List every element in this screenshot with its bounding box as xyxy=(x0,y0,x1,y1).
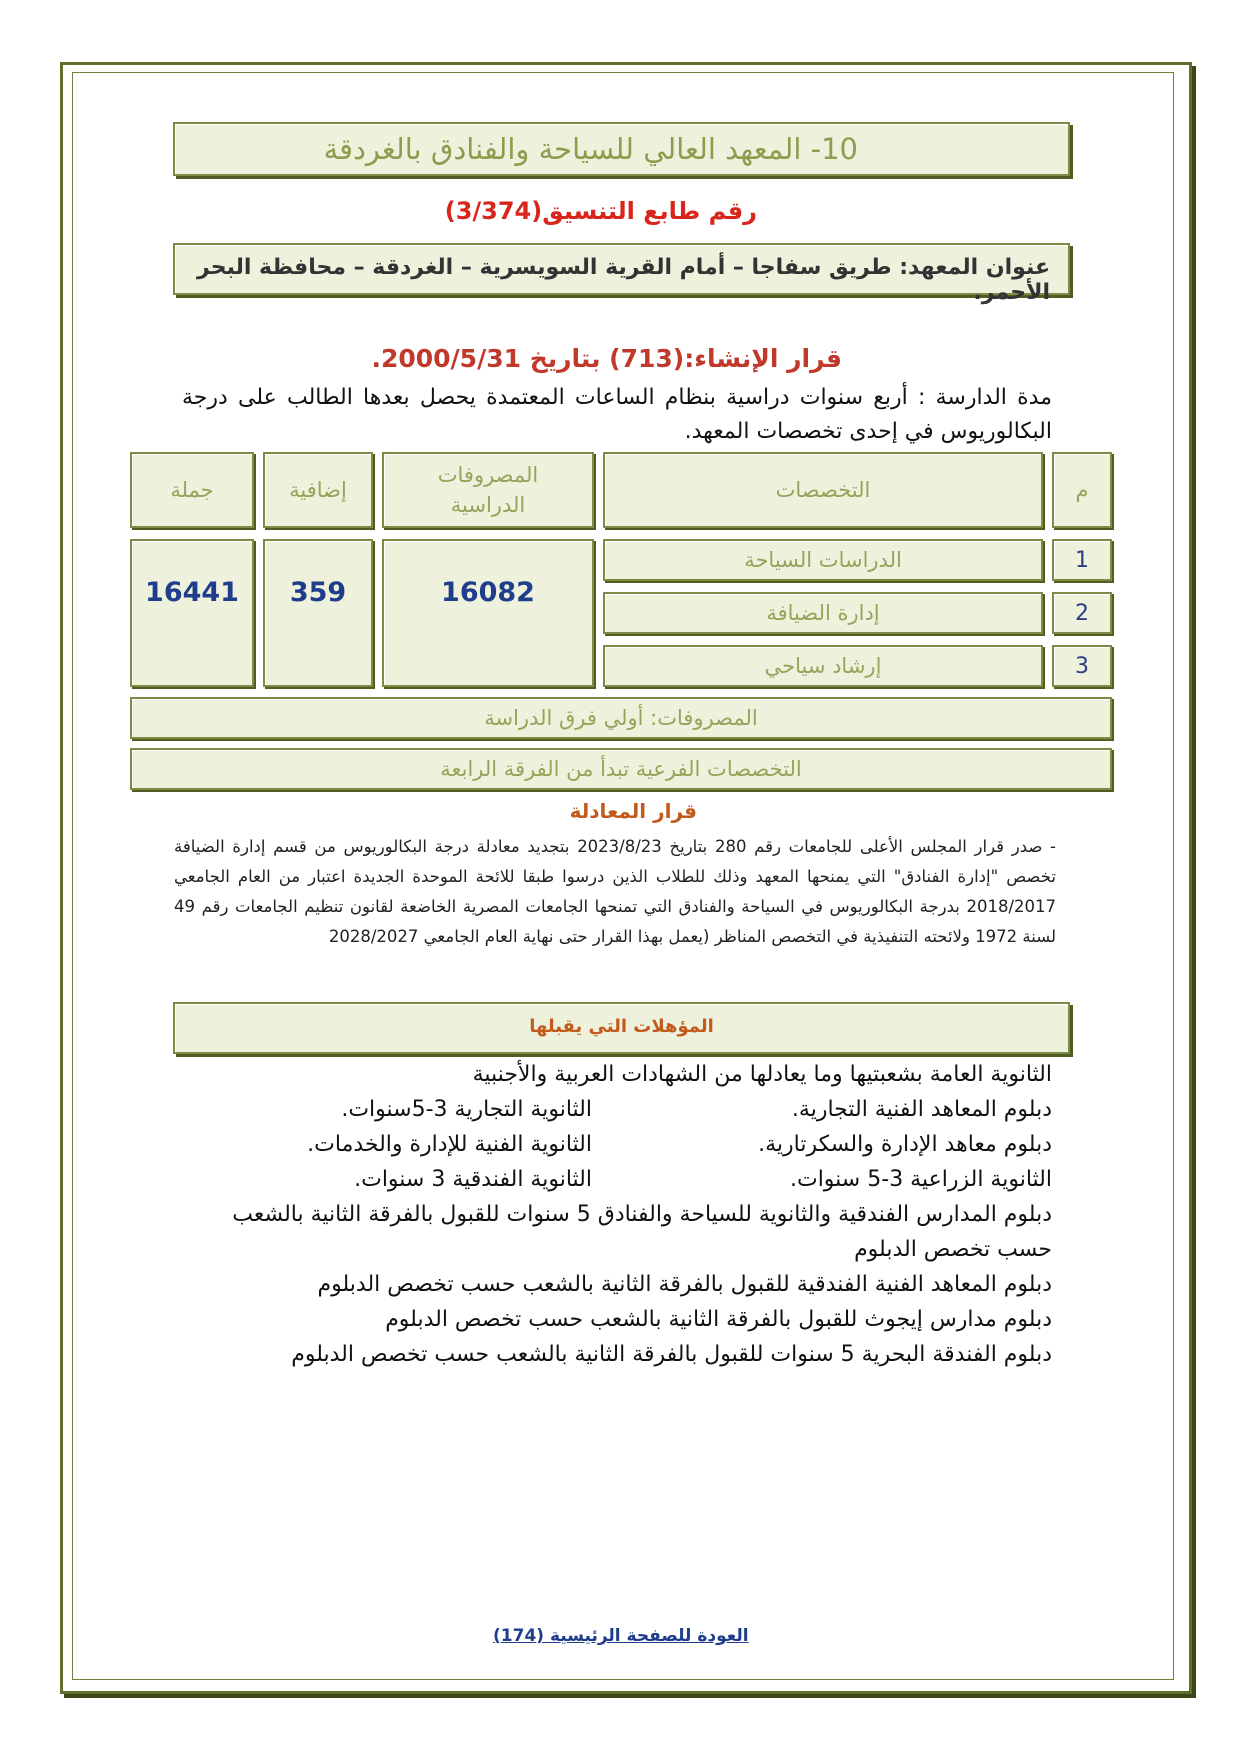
header-fees-line2: الدراسية xyxy=(450,493,526,517)
row-num-2 xyxy=(1052,592,1112,634)
fees-cell xyxy=(382,539,594,687)
header-num xyxy=(1052,452,1112,528)
header-fees-line1: المصروفات xyxy=(437,463,539,487)
institute-title: 10- المعهد العالي للسياحة والفنادق بالغردقة xyxy=(323,132,858,166)
note-specs-text: التخصصات الفرعية تبدأ من الفرقة الرابعة xyxy=(440,757,802,781)
coordination-code: رقم طابع التنسيق(3/374) xyxy=(444,197,757,225)
qualification-pair-3-right: الثانوية الزراعية 3-5 سنوات. xyxy=(789,1167,1052,1192)
qualification-line-d: دبلوم الفندقة البحرية 5 سنوات للقبول بالفرقة الثانية بالشعب حسب تخصص الدبلوم xyxy=(291,1342,1052,1367)
qualification-pair-2-left: الثانوية الفنية للإدارة والخدمات. xyxy=(307,1132,592,1157)
header-num-label: م xyxy=(1075,478,1089,502)
qualification-pair-1-right: دبلوم المعاهد الفنية التجارية. xyxy=(791,1097,1052,1122)
row-spec-2 xyxy=(603,592,1043,634)
qualification-pair-2-right: دبلوم معاهد الإدارة والسكرتارية. xyxy=(758,1132,1052,1157)
study-duration: مدة الدارسة : أربع سنوات دراسية بنظام الساعات المعتمدة يحصل بعدها الطالب على درجة البكالوريوس في إحدى تخصصات المعهد. xyxy=(182,385,1052,444)
fees-value: 16082 xyxy=(441,577,535,608)
qualifications-title: المؤهلات التي يقبلها xyxy=(529,1016,714,1037)
qualification-line-1: الثانوية العامة بشعبتيها وما يعادلها من الشهادات العربية والأجنبية xyxy=(472,1062,1052,1087)
row-num-label: 1 xyxy=(1075,547,1089,573)
row-spec-label: الدراسات السياحة xyxy=(744,548,902,572)
equivalence-text: - صدر قرار المجلس الأعلى للجامعات رقم 280 بتاريخ 2023/8/23 بتجديد معادلة درجة البكالوريوس من قسم إدارة الضيافة تخصص "إدارة الفنادق" التي يمنحها المعهد وذلك للطلاب الذين درسوا طبقا للائحة الموحدة الجديدة اعتبار من العام الجامعي 2018/2017 بدرجة البكالوريوس في السياحة والفنادق التي تمنحها الجامعات المصرية الخاضعة لقانون تنظيم الجامعات رقم 49 لسنة 1972 ولائحته التنفيذية في التخصص المناظر (يعمل بهذا القرار حتى نهاية العام الجامعي 2028/2027 xyxy=(174,837,1056,946)
header-specialization xyxy=(603,452,1043,528)
extra-cell xyxy=(263,539,373,687)
qualification-pair-3-left: الثانوية الفندقية 3 سنوات. xyxy=(354,1167,592,1192)
qualification-line-a2: حسب تخصص الدبلوم xyxy=(854,1237,1052,1262)
total-cell xyxy=(130,539,254,687)
header-total xyxy=(130,452,254,528)
qualifications-box xyxy=(173,1002,1070,1054)
note-specs xyxy=(130,748,1112,790)
header-extra-label: إضافية xyxy=(289,478,347,502)
row-spec-1 xyxy=(603,539,1043,581)
note-fees xyxy=(130,697,1112,739)
row-num-label: 3 xyxy=(1075,653,1089,679)
row-spec-label: إرشاد سياحي xyxy=(764,654,882,678)
qualification-line-c: دبلوم مدارس إيجوث للقبول بالفرقة الثانية بالشعب حسب تخصص الدبلوم xyxy=(385,1307,1052,1332)
row-num-label: 2 xyxy=(1075,600,1089,626)
establishment-decree: قرار الإنشاء:(713) بتاريخ 2000/5/31. xyxy=(371,344,842,373)
header-fees xyxy=(382,452,594,528)
total-value: 16441 xyxy=(145,577,239,608)
qualification-line-b: دبلوم المعاهد الفنية الفندقية للقبول بالفرقة الثانية بالشعب حسب تخصص الدبلوم xyxy=(317,1272,1052,1297)
address-box xyxy=(173,243,1070,305)
qualification-pair-1-left: الثانوية التجارية 3-5سنوات. xyxy=(341,1097,592,1122)
header-total-label: جملة xyxy=(170,478,214,502)
address-text: عنوان المعهد: طريق سفاجا – أمام القرية السويسرية – الغردقة – محافظة البحر الأحمر. xyxy=(197,255,1050,305)
note-fees-text: المصروفات: أولي فرق الدراسة xyxy=(484,706,758,730)
back-to-home-link[interactable]: العودة للصفحة الرئيسية (174) xyxy=(493,1626,749,1646)
header-extra xyxy=(263,452,373,528)
row-num-3 xyxy=(1052,645,1112,687)
header-specialization-label: التخصصات xyxy=(775,478,871,502)
equivalence-title: قرار المعادلة xyxy=(569,799,697,823)
row-spec-3 xyxy=(603,645,1043,687)
row-spec-label: إدارة الضيافة xyxy=(766,601,880,625)
extra-value: 359 xyxy=(289,577,347,608)
qualification-line-a1: دبلوم المدارس الفندقية والثانوية للسياحة والفنادق 5 سنوات للقبول بالفرقة الثانية بالشعب xyxy=(232,1202,1052,1227)
row-num-1 xyxy=(1052,539,1112,581)
institute-title-box xyxy=(173,122,1070,176)
